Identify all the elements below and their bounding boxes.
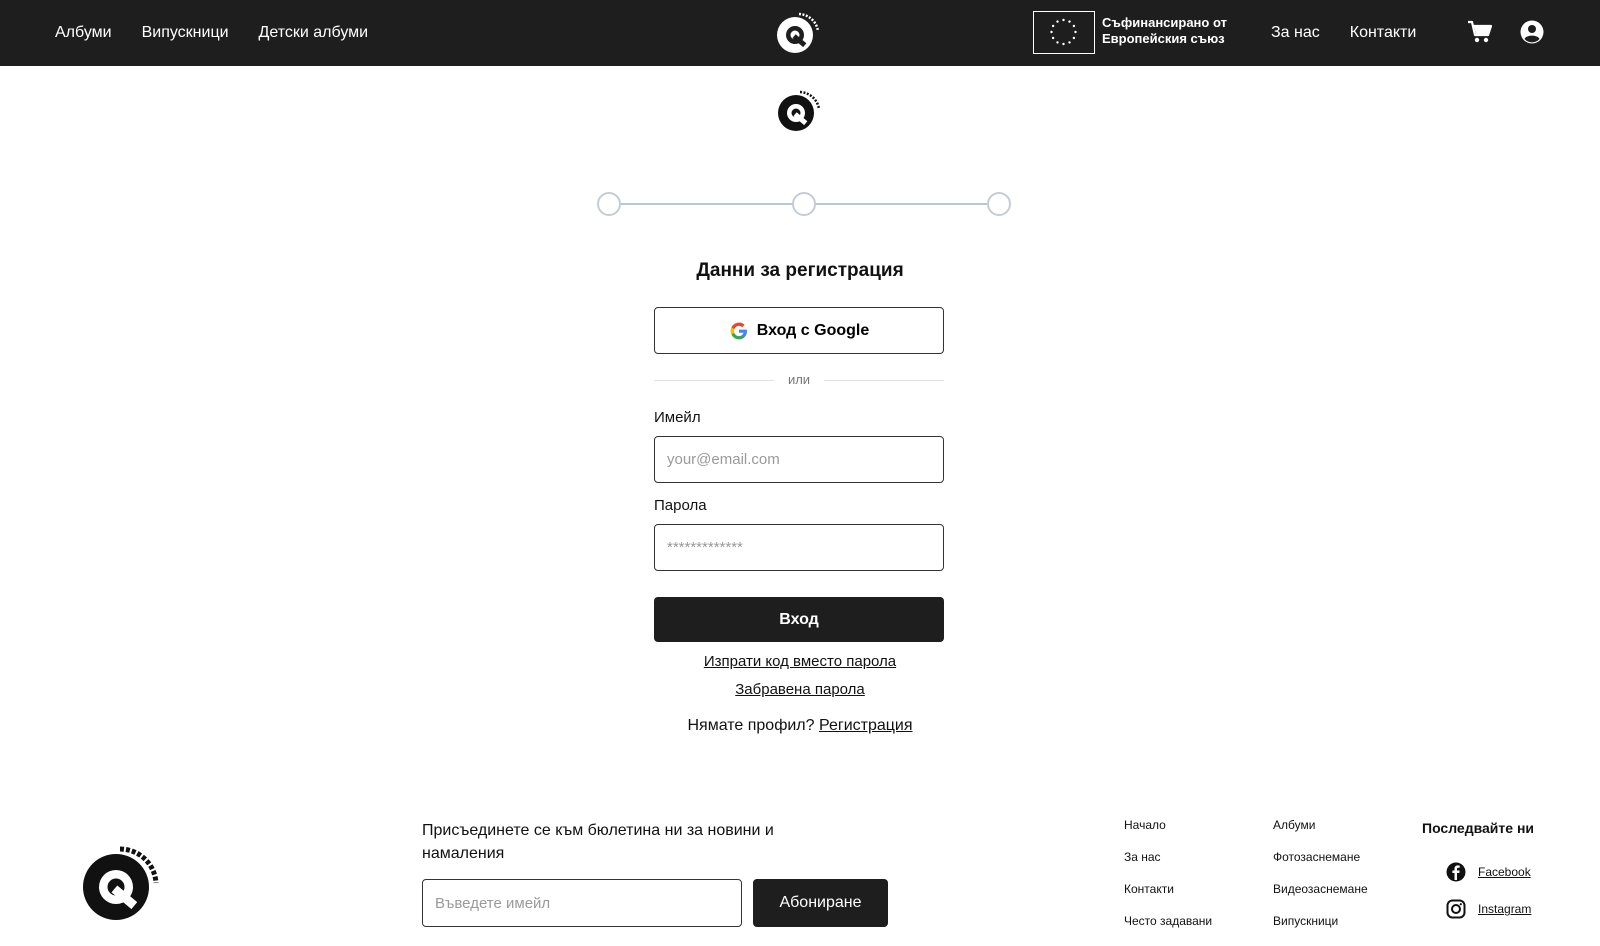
stepper-line [816,203,987,205]
newsletter-text: Присъединете се към бюлетина ни за новини и намаления [422,822,774,862]
cart-icon[interactable] [1467,20,1493,44]
instagram-link[interactable]: Instagram [1478,902,1532,916]
brand-logo-icon [776,87,822,133]
nav-link-albums[interactable]: Албуми [55,24,112,41]
user-icon[interactable] [1520,20,1544,44]
send-code-link[interactable]: Изпрати код вместо парола [703,653,897,670]
newsletter-email-input[interactable] [422,879,742,927]
eu-text-line2: Европейския съюз [1102,31,1225,46]
footer-links-col1 [1124,818,1212,946]
nav-link-contacts[interactable]: Контакти [1349,24,1417,41]
register-row [0,717,1600,735]
google-login-label: Вход с Google [756,321,870,339]
send-code-row [0,653,1600,670]
footer-link-home[interactable]: Начало [1124,818,1166,832]
email-label: Имейл [654,409,701,426]
step-1-dot [597,192,621,216]
facebook-link[interactable]: Facebook [1478,865,1531,879]
footer-link-videoshoot[interactable]: Видеозаснемане [1273,882,1368,896]
subscribe-button[interactable]: Абониране [753,879,888,927]
password-label: Парола [654,497,707,514]
follow-us-title: Последвайте ни [1422,820,1535,836]
google-login-button[interactable] [654,307,944,354]
footer-link-albums[interactable]: Албуми [1273,818,1316,832]
forgot-password-link[interactable]: Забравена парола [735,681,865,698]
instagram-icon [1446,899,1466,919]
footer-link-graduates[interactable]: Випускници [1273,914,1339,928]
email-field[interactable] [654,436,944,483]
eu-text-line1: Съфинансирано от [1102,15,1227,30]
page-title: Данни за регистрация [696,260,904,281]
divider-text: или [787,372,811,387]
stepper-line [621,203,792,205]
brand-logo-icon[interactable] [775,9,821,55]
eu-cofunded-text [1102,15,1227,47]
google-icon [729,321,749,341]
forgot-password-row [0,681,1600,698]
footer-link-faq[interactable]: Често задавани [1124,914,1213,928]
footer-link-photoshoot[interactable]: Фотозаснемане [1273,850,1361,864]
footer-link-about[interactable]: За нас [1124,850,1161,864]
login-button[interactable]: Вход [654,597,944,642]
register-link[interactable]: Регистрация [818,717,913,734]
facebook-icon [1446,862,1466,882]
step-2-dot [792,192,816,216]
registration-stepper [597,192,1011,216]
nav-link-about[interactable]: За нас [1271,24,1320,41]
social-facebook [1446,862,1531,882]
step-3-dot [987,192,1011,216]
nav-link-graduates[interactable]: Випускници [141,24,229,41]
footer-links-col2 [1273,818,1368,946]
nav-left-links [55,0,368,66]
footer-logo-icon [80,843,160,923]
no-profile-text: Нямате профил? [687,717,815,734]
nav-link-kids-albums[interactable]: Детски албуми [258,24,369,41]
footer-link-contacts[interactable]: Контакти [1124,882,1174,896]
password-field[interactable] [654,524,944,571]
or-divider [654,372,944,390]
eu-flag-icon [1033,11,1095,54]
social-instagram [1446,899,1531,919]
top-navigation-bar [0,0,1600,66]
nav-right-links [1271,0,1416,66]
